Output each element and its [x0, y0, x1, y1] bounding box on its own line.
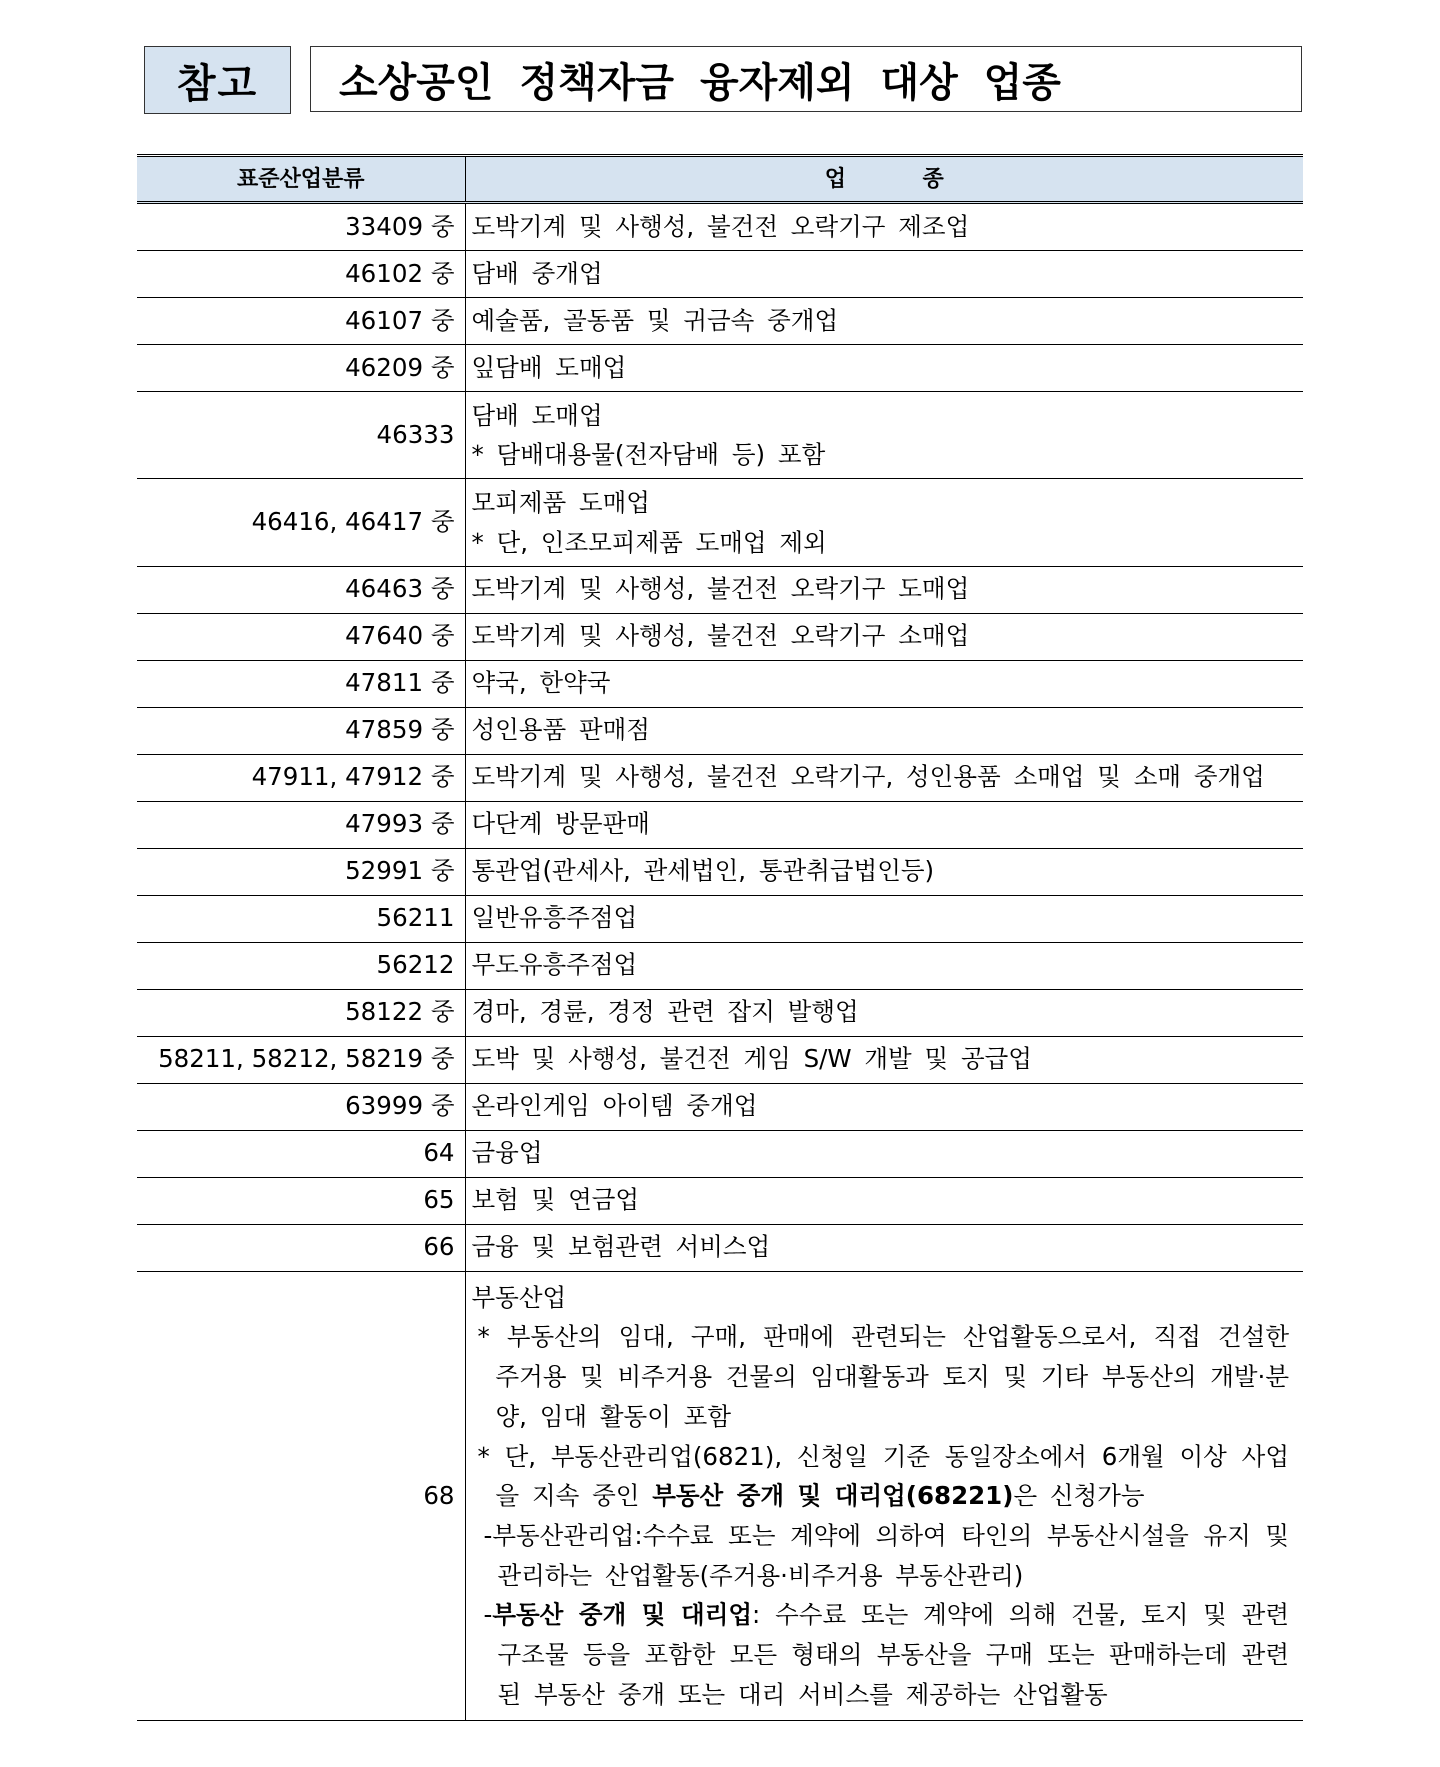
industry-description	[465, 345, 1303, 392]
industry-code: 58122 중	[137, 989, 465, 1036]
table-row	[137, 1177, 1303, 1224]
table-row	[137, 989, 1303, 1036]
industry-subnote-brokerage	[472, 1595, 1290, 1714]
subnote-emphasis: 부동산 중개 및 대리업	[492, 1600, 753, 1630]
table-row	[137, 203, 1303, 251]
industry-code: 63999 중	[137, 1083, 465, 1130]
industry-code: 46333	[137, 392, 465, 479]
industry-description	[465, 895, 1303, 942]
industry-code: 56212	[137, 942, 465, 989]
industry-description	[465, 392, 1303, 479]
industry-code: 56211	[137, 895, 465, 942]
table-row	[137, 251, 1303, 298]
industry-description	[465, 801, 1303, 848]
industry-description	[465, 754, 1303, 801]
table-row	[137, 345, 1303, 392]
industry-description	[465, 660, 1303, 707]
industry-name: 잎담배 도매업	[471, 352, 627, 382]
industry-note: * 담배대용물(전자담배 등) 포함	[471, 440, 826, 470]
industry-code: 68	[137, 1271, 465, 1721]
table-row	[137, 1083, 1303, 1130]
page-header	[144, 46, 1304, 116]
industry-name: 약국, 한약국	[471, 668, 611, 698]
industry-code: 33409 중	[137, 203, 465, 251]
industry-code: 46107 중	[137, 298, 465, 345]
industry-description	[465, 479, 1303, 566]
industry-name: 도박기계 및 사행성, 불건전 오락기구 도매업	[471, 574, 970, 604]
industry-name: 도박 및 사행성, 불건전 게임 S/W 개발 및 공급업	[471, 1044, 1032, 1074]
industry-note-exception	[472, 1437, 1290, 1516]
industry-code: 46209 중	[137, 345, 465, 392]
industry-code: 47911, 47912 중	[137, 754, 465, 801]
industry-name: 온라인게임 아이템 중개업	[471, 1091, 758, 1121]
industry-name: 다단계 방문판매	[471, 809, 650, 839]
industry-description	[465, 203, 1303, 251]
industry-description	[465, 1083, 1303, 1130]
industry-name: 무도유흥주점업	[471, 950, 638, 980]
industry-code: 66	[137, 1224, 465, 1271]
industry-description	[465, 942, 1303, 989]
industry-name: 담배 중개업	[471, 258, 603, 288]
table-row	[137, 707, 1303, 754]
table-row	[137, 298, 1303, 345]
table-row	[137, 613, 1303, 660]
table-header-row	[137, 156, 1303, 203]
table-row	[137, 566, 1303, 613]
industry-description	[465, 989, 1303, 1036]
industry-code: 46416, 46417 중	[137, 479, 465, 566]
table-row	[137, 1224, 1303, 1271]
subnote-text: : 수수료 또는 계약에 의해 건물, 토지 및 관련 구조물 등을 포함한 모든 형태의 부동산을 구매 또는 판매하는데 관련된 부동산 중개 또는 대리 서비스를 제공하는 산업활동	[497, 1600, 1290, 1709]
subnote-dash: -	[483, 1600, 493, 1630]
industry-note: * 부동산의 임대, 구매, 판매에 관련되는 산업활동으로서, 직접 건설한 주거용 및 비주거용 건물의 임대활동과 토지 및 기타 부동산의 개발·분양, 임대 활동이 포함	[477, 1322, 1289, 1431]
column-header-industry-label: 업 종	[824, 166, 944, 192]
industry-name: 예술품, 골동품 및 귀금속 중개업	[471, 305, 839, 335]
industry-code: 47993 중	[137, 801, 465, 848]
page-title: 소상공인 정책자금 융자제외 대상 업종	[310, 46, 1302, 112]
industry-name: 통관업(관세사, 관세법인, 통관취급법인등)	[471, 856, 935, 886]
industry-description	[465, 1271, 1303, 1721]
table-row-realestate	[137, 1271, 1303, 1721]
table-row	[137, 801, 1303, 848]
column-header-code: 표준산업분류	[137, 156, 465, 203]
industry-code: 64	[137, 1130, 465, 1177]
industry-description	[465, 613, 1303, 660]
note-emphasis: 부동산 중개 및 대리업(68221)	[652, 1481, 1014, 1511]
industry-name: 일반유흥주점업	[471, 903, 638, 933]
table-row	[137, 1130, 1303, 1177]
column-header-industry	[465, 156, 1303, 203]
industry-description	[465, 848, 1303, 895]
industry-name: 담배 도매업	[471, 401, 603, 430]
industry-name: 성인용품 판매점	[471, 715, 650, 745]
industry-name: 도박기계 및 사행성, 불건전 오락기구, 성인용품 소매업 및 소매 중개업	[471, 762, 1265, 792]
table-row	[137, 392, 1303, 479]
industry-subnote-management: -부동산관리업:수수료 또는 계약에 의하여 타인의 부동산시설을 유지 및 관리하는 산업활동(주거용·비주거용 부동산관리)	[483, 1520, 1289, 1590]
industry-description	[465, 1130, 1303, 1177]
industry-name: 금융 및 보험관련 서비스업	[471, 1232, 771, 1262]
table-row	[137, 942, 1303, 989]
industry-description	[465, 1177, 1303, 1224]
table-row	[137, 660, 1303, 707]
table-row	[137, 754, 1303, 801]
table-row	[137, 479, 1303, 566]
industry-description	[465, 251, 1303, 298]
industry-name: 보험 및 연금업	[471, 1185, 640, 1215]
industry-code: 58211, 58212, 58219 중	[137, 1036, 465, 1083]
industry-description	[465, 707, 1303, 754]
industry-code: 46102 중	[137, 251, 465, 298]
industry-name: 모피제품 도매업	[471, 488, 650, 518]
table-body	[137, 203, 1303, 1721]
industry-title: 부동산업	[471, 1282, 567, 1312]
industry-name: 도박기계 및 사행성, 불건전 오락기구 제조업	[471, 211, 970, 241]
note-text-end: 은 신청가능	[1013, 1481, 1145, 1511]
industry-description	[465, 298, 1303, 345]
industry-description	[465, 1036, 1303, 1083]
industry-code: 46463 중	[137, 566, 465, 613]
industry-name: 경마, 경륜, 경정 관련 잡지 발행업	[471, 997, 859, 1027]
industry-note: * 단, 인조모피제품 도매업 제외	[471, 527, 827, 557]
industry-name: 금융업	[471, 1138, 543, 1168]
industry-code: 52991 중	[137, 848, 465, 895]
industry-code: 47640 중	[137, 613, 465, 660]
industry-code: 65	[137, 1177, 465, 1224]
reference-badge: 참고	[144, 46, 291, 114]
note-text: * 단, 부동산관리업(6821), 신청일 기준 동일장소에서 6개월 이상 사업을 지속 중인	[477, 1441, 1289, 1511]
table-row	[137, 1036, 1303, 1083]
industry-code: 47811 중	[137, 660, 465, 707]
industry-code: 47859 중	[137, 707, 465, 754]
industry-description	[465, 566, 1303, 613]
table-row	[137, 895, 1303, 942]
table-row	[137, 848, 1303, 895]
industry-name: 도박기계 및 사행성, 불건전 오락기구 소매업	[471, 621, 970, 651]
industry-description	[465, 1224, 1303, 1271]
excluded-industries-table	[137, 154, 1303, 1721]
